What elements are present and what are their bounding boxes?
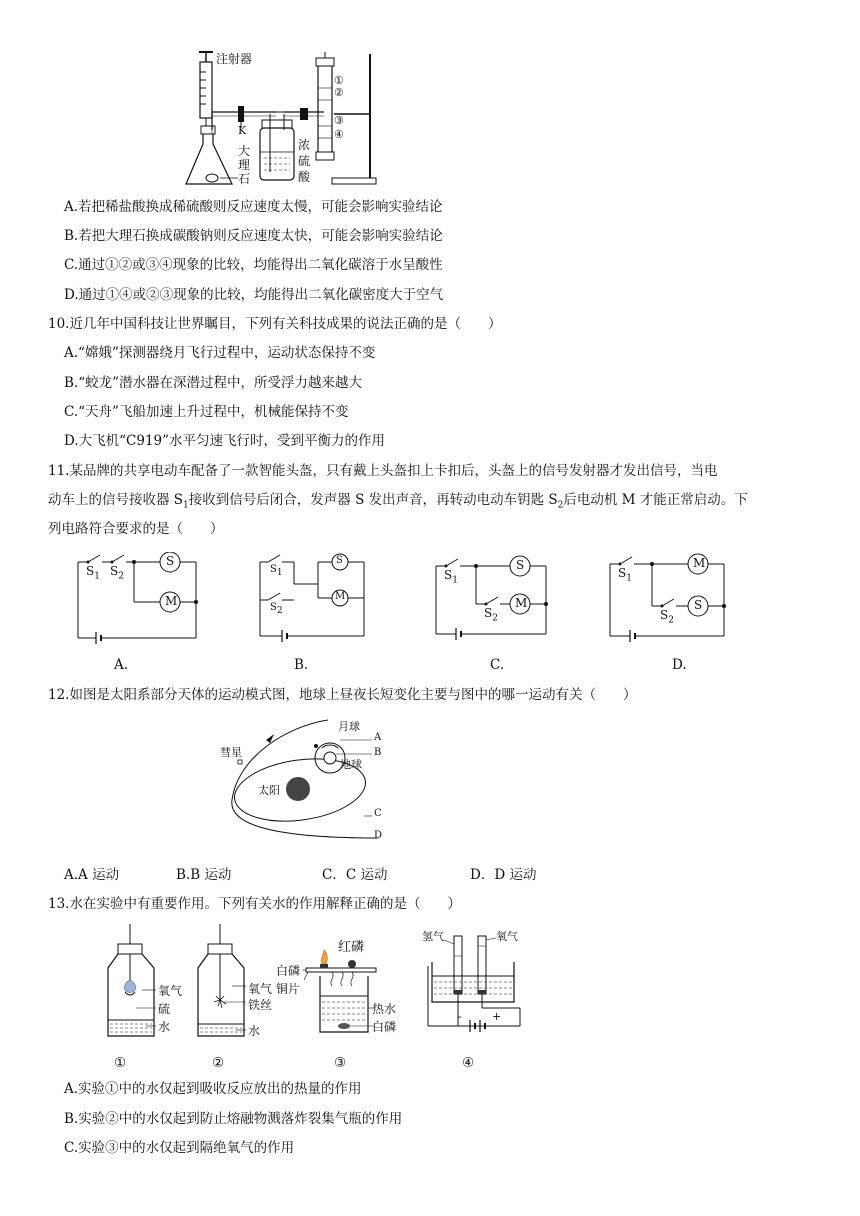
acid-label-1: 浓 — [298, 138, 311, 152]
circuit-a-s1: $S_1$ — [86, 564, 100, 582]
exp3-whitep-label: 白磷 — [276, 964, 301, 978]
exp3-redp-label: 红磷 — [338, 940, 365, 955]
exp3-copper-label: 铜片 — [276, 982, 301, 996]
circuit-a-motor: M — [165, 594, 178, 608]
experiment-4 — [420, 926, 530, 1044]
q10-option-a: A.“嫦娥”探测器绕月飞行过程中，运动状态保持不变 — [64, 345, 376, 361]
q10-stem: 10.近几年中国科技让世界瞩目，下列有关科技成果的说法正确的是（ ） — [48, 316, 502, 332]
mark-2: ② — [334, 86, 344, 99]
q13-option-c: C.实验③中的水仅起到隔绝氧气的作用 — [64, 1140, 295, 1156]
comet-label: 彗星 — [220, 746, 242, 759]
earth-label: 地球 — [340, 758, 362, 771]
q11-stem-line3: 列电路符合要求的是（ ） — [48, 521, 224, 537]
q12-option-b: B.B 运动 — [176, 867, 232, 883]
q11-sub-2: 2 — [557, 500, 564, 511]
q9-option-c: C.通过①②或③④现象的比较，均能得出二氧化碳溶于水呈酸性 — [64, 257, 443, 273]
motion-c-label: C — [374, 808, 382, 819]
q13-option-b: B.实验②中的水仅起到防止熔融物溅落炸裂集气瓶的作用 — [64, 1111, 403, 1127]
q12-option-d: D．D 运动 — [470, 867, 537, 883]
solar-system-drawing — [218, 716, 398, 848]
q11-stem-line1: 11.某品牌的共享电动车配备了一款智能头盔，只有戴上头盔扣上卡扣后，头盔上的信号发射器才发出信号，当电 — [48, 463, 718, 479]
figure-q9-apparatus — [180, 48, 380, 190]
circuit-b-sounder: S — [336, 555, 343, 566]
q11-stem-line2 — [48, 491, 748, 515]
q9-option-d: D.通过①④或②③现象的比较，均能得出二氧化碳密度大于空气 — [64, 287, 444, 303]
exp4-oxygen-label: 氧气 — [496, 930, 518, 943]
exp4-number: ④ — [462, 1055, 475, 1071]
q10-option-b: B.“蛟龙”潜水器在深潜过程中，所受浮力越来越大 — [64, 375, 363, 391]
exp3-hotwater-label: 热水 — [372, 1002, 397, 1016]
circuit-a-sounder: S — [166, 554, 175, 568]
circuit-d-label: D. — [672, 657, 687, 673]
apparatus-drawing — [180, 48, 380, 190]
experiment-2 — [186, 924, 276, 1044]
circuit-d-s2: $S_2$ — [660, 608, 674, 626]
circuit-c-s2: $S_2$ — [484, 606, 498, 624]
exp2-number: ② — [212, 1055, 225, 1071]
q9-option-b: B.若把大理石换成碳酸钠则反应速度太快，可能会影响实验结论 — [64, 228, 443, 244]
exp3-whitep2-label: 白磷 — [372, 1020, 397, 1034]
q9-option-a: A.若把稀盐酸换成稀硫酸则反应速度太慢，可能会影响实验结论 — [64, 199, 443, 215]
motion-a-label: A — [374, 732, 382, 743]
q11-stem-part-b: 接收到信号后闭合，发声器 S 发出声音，再转动电动车钥匙 S — [188, 492, 558, 508]
circuit-a-s2: $S_2$ — [110, 564, 124, 582]
marble-label-2: 理 — [238, 158, 251, 172]
sun-label: 太阳 — [258, 784, 280, 797]
circuit-c-sounder: S — [516, 558, 525, 572]
circuit-a — [72, 552, 212, 647]
circuit-d-s1: $S_1$ — [618, 566, 632, 584]
q11-stem-part-a: 动车上的信号接收器 S — [48, 492, 184, 508]
figure-q12-solar-system — [218, 716, 398, 848]
q10-option-c: C.“天舟”飞船加速上升过程中，机械能保持不变 — [64, 404, 349, 420]
acid-label-2: 硫 — [298, 154, 311, 168]
circuit-b-s2: $S_2$ — [270, 602, 283, 616]
experiment-3 — [276, 936, 396, 1044]
circuit-b-s1: $S_1$ — [270, 564, 283, 578]
exp1-water-label: 水 — [158, 1020, 171, 1034]
circuit-d — [604, 552, 734, 647]
exp1-oxygen-label: 氧气 — [158, 984, 183, 998]
q13-option-a: A.实验①中的水仅起到吸收反应放出的热量的作用 — [64, 1081, 362, 1097]
circuit-a-label: A. — [114, 657, 129, 673]
exp1-number: ① — [114, 1055, 127, 1071]
q12-option-a: A.A 运动 — [64, 867, 120, 883]
valve-k-label: K — [238, 124, 247, 137]
circuit-d-sounder: S — [694, 598, 703, 612]
marble-label-3: 石 — [238, 172, 251, 186]
q12-stem: 12.如图是太阳系部分天体的运动模式图，地球上昼夜长短变化主要与图中的哪一运动有关（ ） — [48, 687, 637, 703]
q13-stem: 13.水在实验中有重要作用。下列有关水的作用解释正确的是（ ） — [48, 896, 461, 912]
exp2-iron-label: 铁丝 — [248, 998, 273, 1012]
exp4-hydrogen-label: 氢气 — [422, 930, 444, 943]
syringe-label: 注射器 — [216, 52, 253, 66]
circuit-c-label: C. — [490, 657, 505, 673]
exp4-minus-label: - — [458, 1010, 462, 1023]
exp4-plus-label: + — [492, 1010, 502, 1023]
exp1-sulfur-label: 硫 — [158, 1002, 171, 1016]
exp2-water-label: 水 — [248, 1024, 261, 1038]
circuit-b-motor: M — [335, 591, 346, 602]
circuit-c-motor: M — [515, 596, 528, 610]
motion-b-label: B — [374, 747, 382, 758]
mark-4: ④ — [334, 128, 344, 141]
acid-label-3: 酸 — [298, 170, 311, 184]
exp3-number: ③ — [334, 1055, 347, 1071]
motion-d-label: D — [374, 830, 383, 841]
circuit-c-s1: $S_1$ — [444, 568, 458, 586]
experiment-1 — [96, 924, 186, 1044]
circuit-b-label: B. — [294, 657, 309, 673]
q10-option-d: D.大飞机“C919”水平匀速飞行时，受到平衡力的作用 — [64, 433, 386, 449]
moon-label: 月球 — [338, 720, 360, 733]
exp2-oxygen-label: 氧气 — [248, 982, 273, 996]
circuit-d-motor: M — [693, 556, 706, 570]
q11-sub-1: 1 — [183, 500, 189, 511]
mark-1: ① — [334, 74, 344, 87]
q12-option-c: C．C 运动 — [322, 867, 388, 883]
circuit-c-drawing — [430, 552, 560, 647]
circuit-b — [254, 552, 374, 647]
circuit-c — [430, 552, 560, 647]
q11-stem-part-c: 后电动机 M 才能正常启动。下 — [563, 492, 748, 508]
marble-label-1: 大 — [238, 144, 251, 158]
mark-3: ③ — [334, 114, 344, 127]
